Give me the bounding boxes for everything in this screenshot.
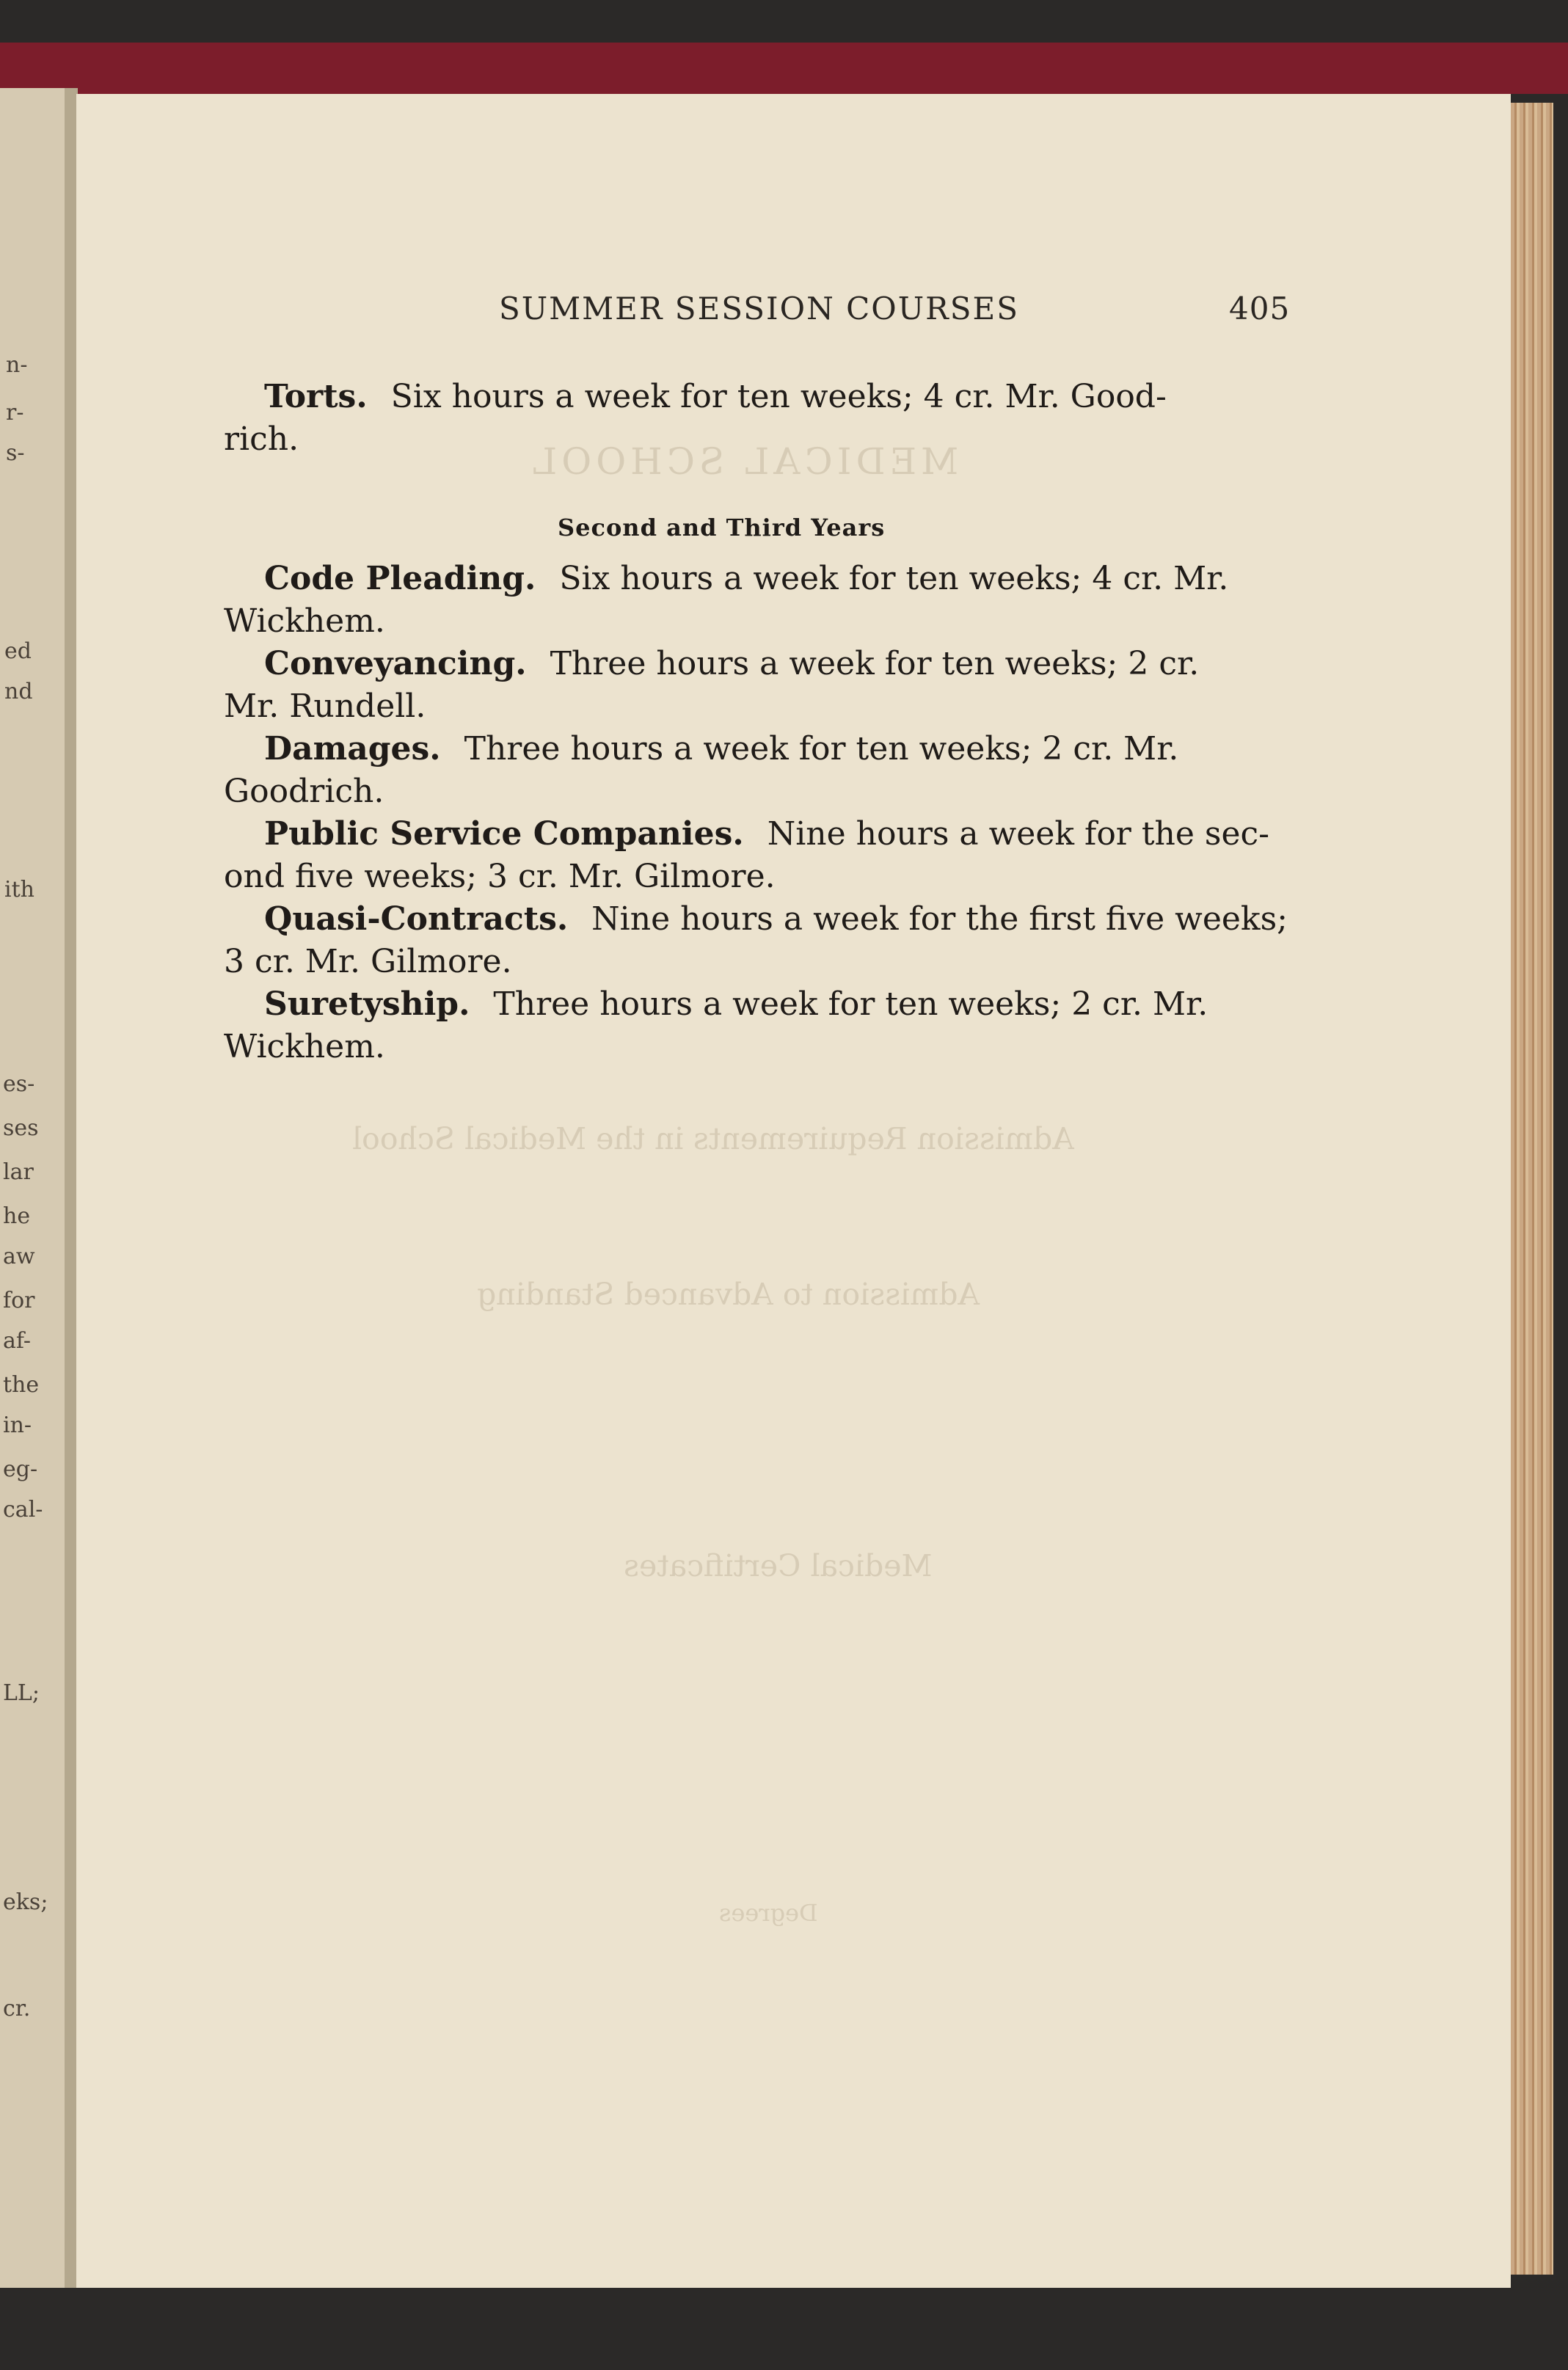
fragment: ith — [4, 877, 34, 903]
fragment: r- — [6, 400, 24, 426]
course-title: Code Pleading. — [264, 560, 536, 597]
fragment: for — [3, 1288, 35, 1313]
fragment: n- — [6, 352, 28, 378]
fragment: nd — [4, 679, 33, 704]
fragment: cr. — [3, 1996, 31, 2021]
course-entry — [264, 813, 1269, 856]
course-entry — [264, 643, 1199, 685]
course-entry — [264, 376, 1167, 418]
course-continuation: 3 cr. Mr. Gilmore. — [224, 943, 512, 980]
fragment: af- — [3, 1328, 32, 1354]
course-details: Six hours a week for ten weeks; 4 cr. Mr. Good- — [390, 378, 1167, 415]
fragment: eks; — [3, 1889, 48, 1915]
fragment: LL; — [3, 1680, 40, 1706]
course-continuation: Wickhem. — [224, 1028, 385, 1065]
course-title: Public Service Companies. — [264, 815, 744, 853]
fragment: he — [3, 1203, 31, 1229]
course-details: Nine hours a week for the sec- — [767, 815, 1269, 853]
show-through-heading: Medical Certificates — [624, 1548, 933, 1583]
show-through-heading: Admission to Advanced Standing — [477, 1277, 980, 1312]
course-continuation: Wickhem. — [224, 602, 385, 640]
running-head: SUMMER SESSION COURSES — [499, 291, 1019, 327]
fragment: lar — [3, 1159, 34, 1185]
course-title: Quasi-Contracts. — [264, 900, 569, 938]
course-title: Damages. — [264, 730, 441, 767]
course-details: Six hours a week for ten weeks; 4 cr. Mr. — [559, 560, 1229, 597]
fragment: aw — [3, 1244, 35, 1269]
course-details: Nine hours a week for the first five weeks; — [591, 900, 1288, 938]
course-details: Three hours a week for ten weeks; 2 cr. Mr. — [493, 985, 1208, 1023]
page-number: 405 — [1229, 291, 1291, 327]
fragment: eg- — [3, 1456, 38, 1482]
course-title: Conveyancing. — [264, 645, 527, 682]
fragment: s- — [6, 440, 25, 466]
fragment: the — [3, 1372, 40, 1398]
course-continuation: ond five weeks; 3 cr. Mr. Gilmore. — [224, 858, 776, 895]
course-title: Torts. — [264, 378, 368, 415]
course-details: Three hours a week for ten weeks; 2 cr. — [550, 645, 1200, 682]
show-through-heading: Admission Requirements in the Medical School — [352, 1121, 1074, 1156]
fragment: in- — [3, 1412, 32, 1438]
fragment: es- — [3, 1071, 35, 1097]
course-continuation: Goodrich. — [224, 773, 384, 810]
course-details: Three hours a week for ten weeks; 2 cr. Mr. — [464, 730, 1179, 767]
fragment: cal- — [3, 1497, 43, 1523]
section-heading: Second and Third Years — [558, 514, 886, 542]
fragment: ses — [3, 1115, 39, 1141]
course-continuation: rich. — [224, 420, 299, 458]
show-through-heading: Degrees — [719, 1899, 818, 1927]
course-continuation: Mr. Rundell. — [224, 688, 426, 725]
course-entry — [264, 728, 1178, 770]
fragment: ed — [4, 638, 32, 664]
course-entry — [264, 558, 1228, 600]
course-entry — [264, 983, 1208, 1026]
course-title: Suretyship. — [264, 985, 470, 1023]
show-through-heading: MEDICAL SCHOOL — [528, 440, 959, 483]
course-entry — [264, 898, 1288, 941]
